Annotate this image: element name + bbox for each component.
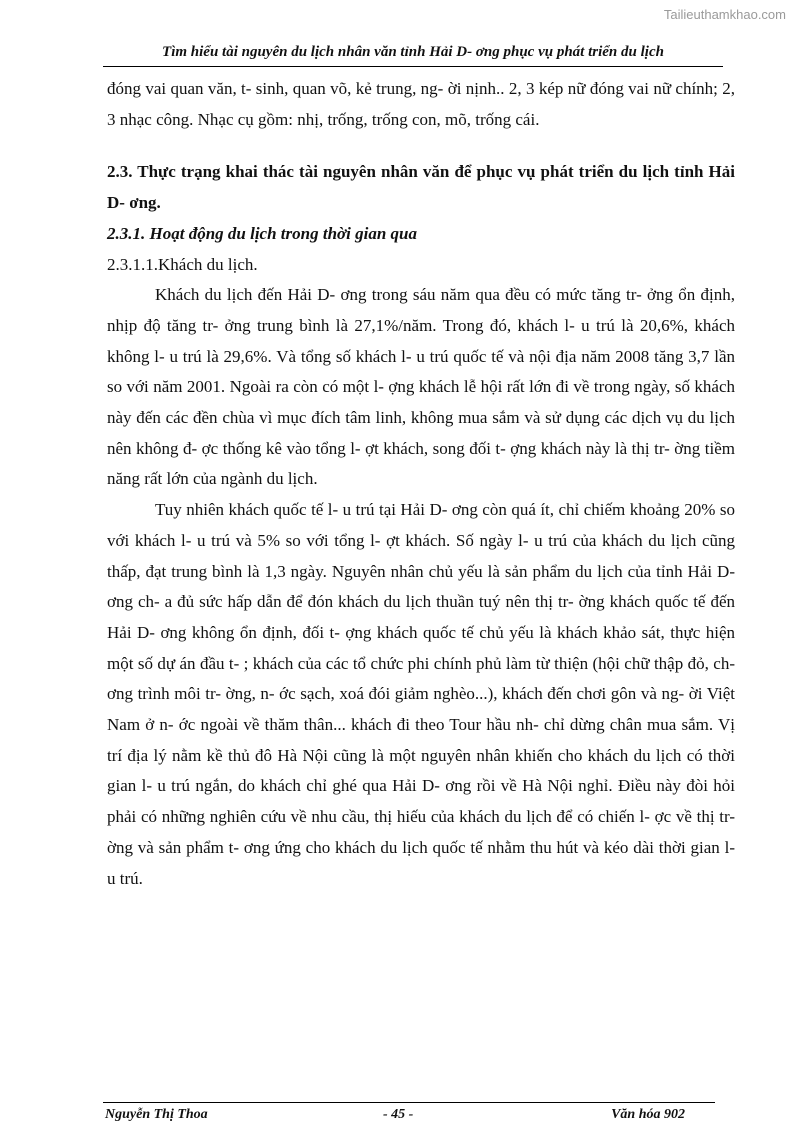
footer-divider <box>103 1102 715 1103</box>
document-body <box>107 74 735 894</box>
subsection-title: 2.3.1. Hoạt động du lịch trong thời gian qua <box>107 223 418 243</box>
body-paragraph: Tuy nhiên khách quốc tế l- u trú tại Hải D- ơng còn quá ít, chỉ chiếm khoảng 20% so với khách l- u trú và 5% so với tổng l- ợt khách. Số ngày l- u trú của khách du lịch cũng thấp, đạt trung bình là 1,3 ngày. Nguyên nhân chủ yếu là sản phẩm du lịch của tỉnh Hải D- ơng ch- a đủ sức hấp dẫn để đón khách du lịch thuần tuý nên thị tr- ờng khách quốc tế đến Hải D- ơng không ổn định, đối t- ợng khách quốc tế chủ yếu là khách khảo sát, thực hiện một số dự án đầu t- ; khách của các tổ chức phi chính phủ làm từ thiện (hội chữ thập đỏ, ch- ơng trình môi tr- ờng, n- ớc sạch, xoá đói giảm nghèo...), khách đến chơi gôn và ng- ời Việt Nam ở n- ớc ngoài về thăm thân... khách đi theo Tour hầu nh- chỉ dừng chân mua sắm. Vị trí địa lý nằm kề thủ đô Hà Nội cũng là một nguyên nhân khiến cho khách du lịch có thời gian l- u trú ngắn, do khách chỉ ghé qua Hải D- ơng rồi về Hà Nội nghỉ. Điều này đòi hỏi phải có những nghiên cứu về nhu cầu, thị hiếu của khách du lịch để có chiến l- ợc về thị tr- ờng và sản phẩm t- ơng ứng cho khách du lịch quốc tế nhằm thu hút và kéo dài thời gian l- u trú. <box>107 500 735 888</box>
page-number: - 45 - <box>383 1107 414 1122</box>
header-divider <box>103 66 723 67</box>
watermark: Tailieuthamkhao.com <box>663 7 786 22</box>
page-footer <box>103 1107 715 1123</box>
running-header: Tìm hiểu tài nguyên du lịch nhân văn tỉnh Hải D- ơng phục vụ phát triển du lịch <box>162 44 664 60</box>
footer-course: Văn hóa 902 <box>611 1107 685 1122</box>
footer-author: Nguyễn Thị Thoa <box>105 1107 208 1122</box>
section-title: 2.3. Thực trạng khai thác tài nguyên nhân văn để phục vụ phát triển du lịch tỉnh Hải D- ơng. <box>107 162 735 213</box>
continued-paragraph: đóng vai quan văn, t- sinh, quan võ, kẻ trung, ng- ời nịnh.. 2, 3 kép nữ đóng vai nữ chính; 2, 3 nhạc công. Nhạc cụ gồm: nhị, trống, trống con, mõ, trống cái. <box>107 79 735 129</box>
subsubsection-title: 2.3.1.1.Khách du lịch. <box>107 254 258 274</box>
body-paragraph: Khách du lịch đến Hải D- ơng trong sáu năm qua đều có mức tăng tr- ởng ổn định, nhịp độ tăng tr- ởng trung bình là 27,1%/năm. Trong đó, khách l- u trú là 20,6%, khách không l- u trú là 29,6%. Và tổng số khách l- u trú quốc tế và nội địa năm 2008 tăng 3,7 lần so với năm 2001. Ngoài ra còn có một l- ợng khách lễ hội rất lớn đi về trong ngày, số khách này đến các đền chùa vì mục đích tâm linh, không mua sắm và sử dụng các dịch vụ du lịch nên không đ- ợc thống kê vào tổng l- ợt khách, song đối t- ợng khách này là thị tr- ờng tiềm năng rất lớn của ngành du lịch. <box>107 285 735 489</box>
